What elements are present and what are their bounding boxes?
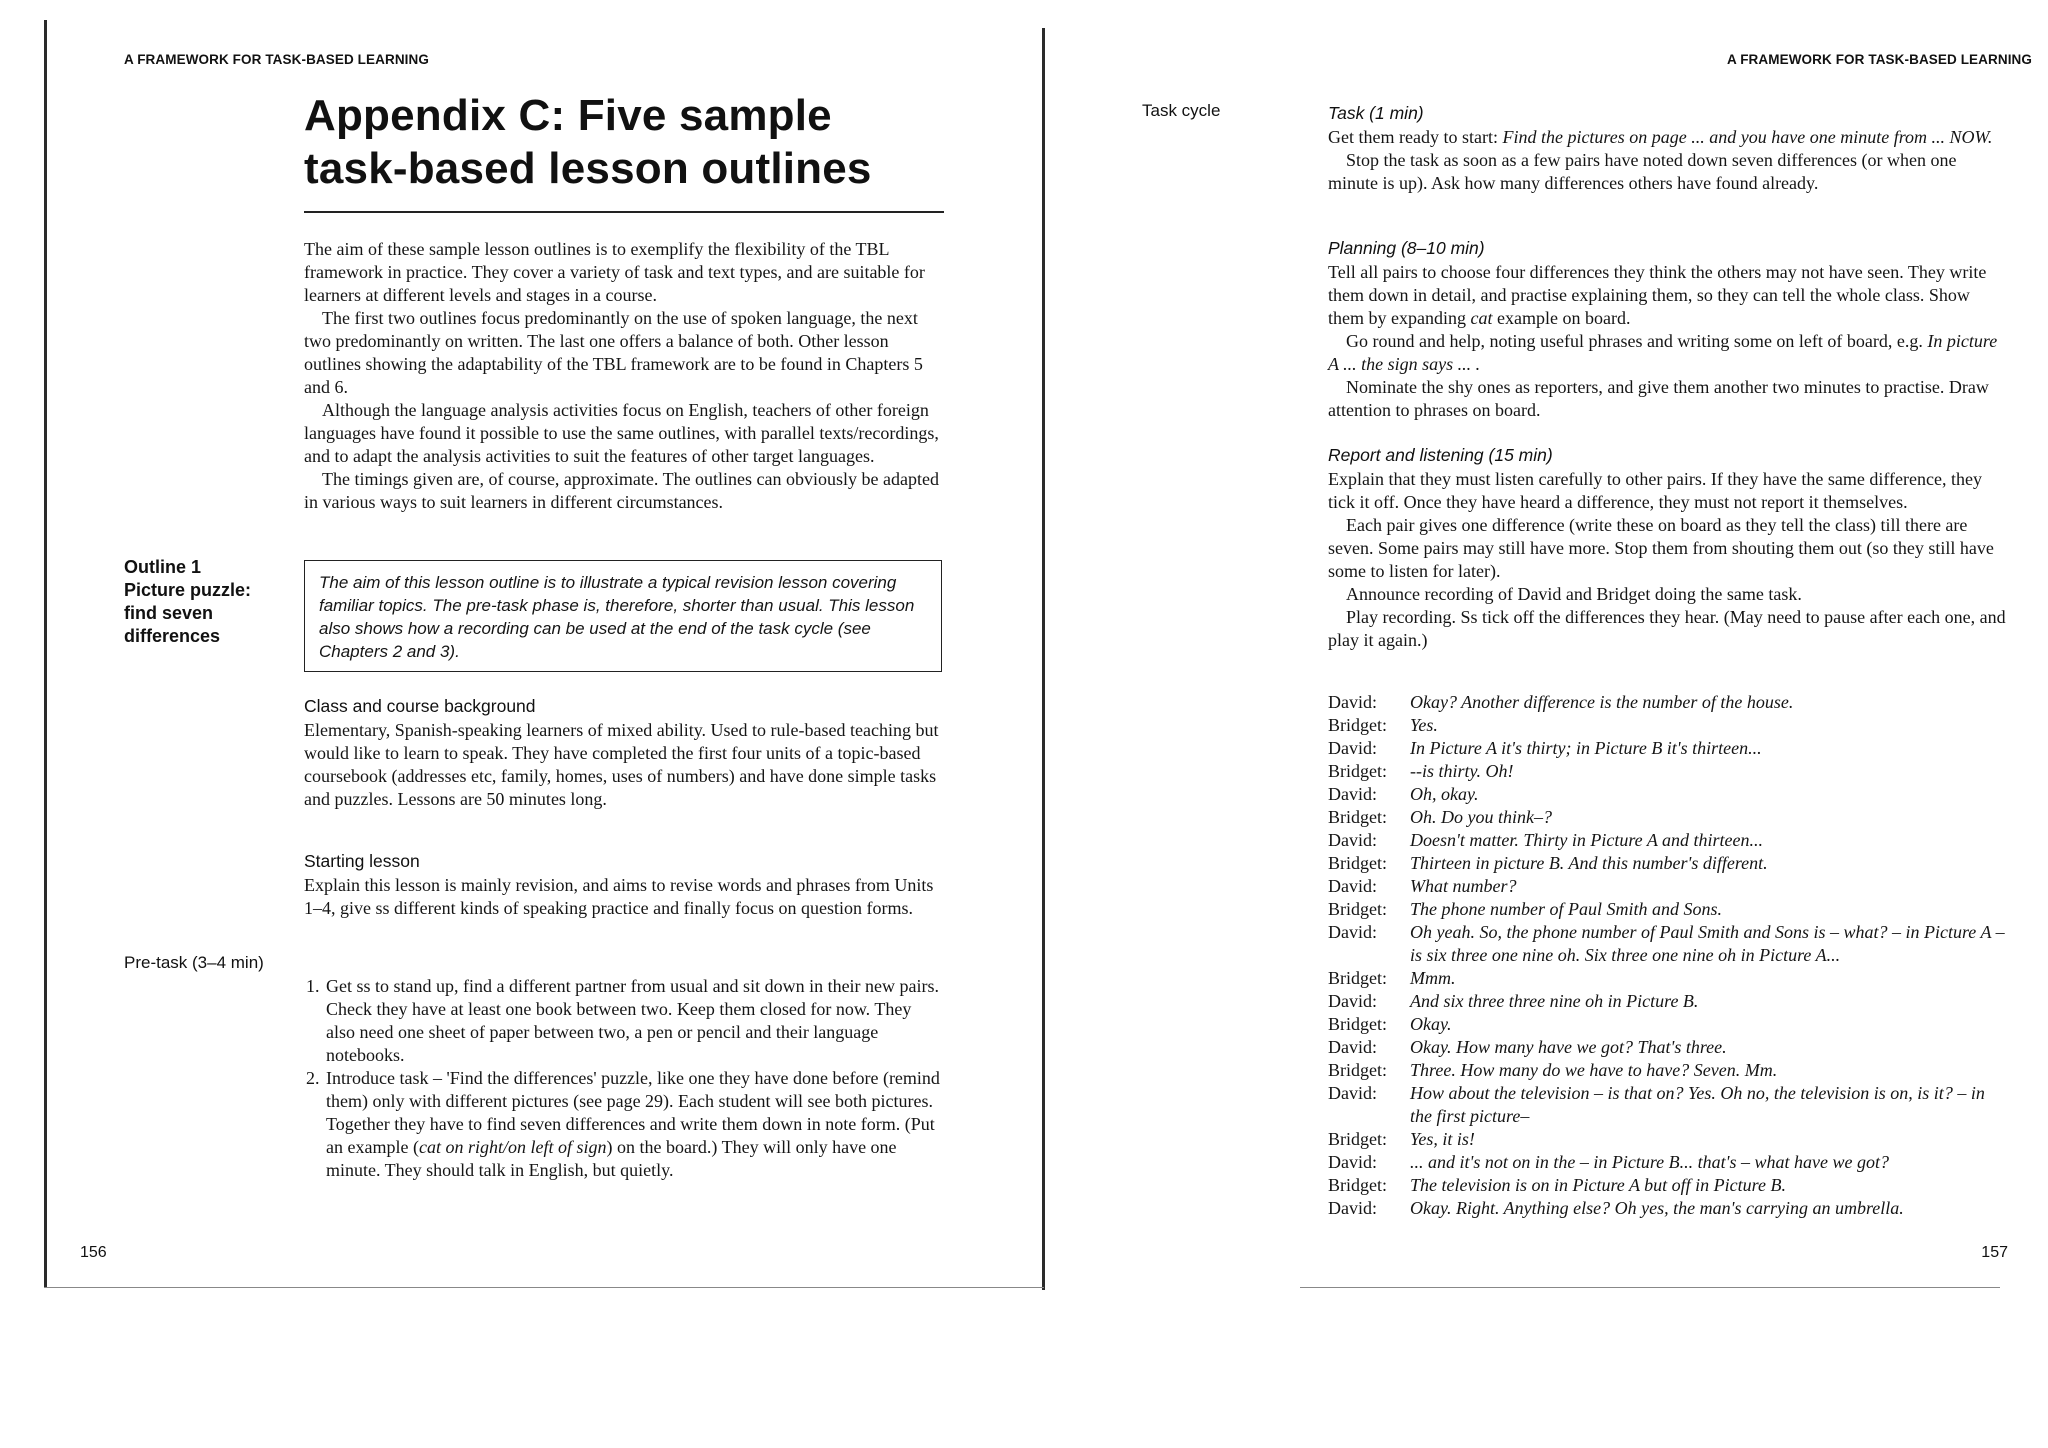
paragraph: Each pair gives one difference (write these on board as they tell the class) till there are seven. Some pairs may still have more. Stop them from shouting them out (so they still have some to listen for later). <box>1328 515 1994 581</box>
pretask-label: Pre-task (3–4 min) <box>124 953 264 972</box>
paragraph: Although the language analysis activities focus on English, teachers of other foreign languages have found it possible to use the same outlines, with parallel texts/recordings, and to adapt the analysis activities to suit the features of other target languages. <box>304 400 939 466</box>
dialogue-line <box>1328 829 2010 852</box>
speaker-line: Oh yeah. So, the phone number of Paul Smith and Sons is – what? – in Picture A – is six three one nine oh. Six three one nine oh in Picture A... <box>1410 922 2005 965</box>
dialogue-line <box>1328 852 2010 875</box>
intro-text <box>304 238 944 514</box>
section-heading: Planning (8–10 min) <box>1328 238 1485 258</box>
section-heading: Report and listening (15 min) <box>1328 445 1553 465</box>
speaker-name: David: <box>1328 784 1377 804</box>
report-section <box>1328 443 2010 652</box>
running-head: A FRAMEWORK FOR TASK-BASED LEARNING <box>124 52 429 67</box>
planning-section <box>1328 236 2010 422</box>
speaker-name: David: <box>1328 1037 1377 1057</box>
dialogue-line <box>1328 1151 2010 1174</box>
speaker-line: ... and it's not on in the – in Picture B... that's – what have we got? <box>1410 1152 1889 1172</box>
paragraph: The aim of these sample lesson outlines is to exemplify the flexibility of the TBL framework in practice. They cover a variety of task and text types, and are suitable for learners at different levels and stages in a course. <box>304 239 925 305</box>
speaker-line: Doesn't matter. Thirty in Picture A and thirteen... <box>1410 830 1763 850</box>
task-cycle-label: Task cycle <box>1142 101 1221 120</box>
dialogue-line <box>1328 1197 2010 1220</box>
speaker-line: Oh. Do you think–? <box>1410 807 1552 827</box>
paragraph: Go round and help, noting useful phrases and writing some on left of board, e.g. In picture A ... the sign says ... . <box>1328 331 1998 374</box>
speaker-name: Bridget: <box>1328 853 1387 873</box>
speaker-line: Yes. <box>1410 715 1438 735</box>
task-section <box>1328 101 2010 195</box>
speaker-line: Okay. How many have we got? That's three. <box>1410 1037 1727 1057</box>
speaker-line: --is thirty. Oh! <box>1410 761 1514 781</box>
speaker-name: Bridget: <box>1328 807 1387 827</box>
paragraph: Elementary, Spanish-speaking learners of mixed ability. Used to rule-based teaching but would like to learn to speak. They have completed the first four units of a topic-based coursebook (addresses etc, family, homes, uses of numbers) and have done simple tasks and puzzles. Lessons are 50 minutes long. <box>304 720 939 809</box>
dialogue-transcript <box>1328 691 2010 1220</box>
speaker-name: Bridget: <box>1328 1129 1387 1149</box>
speaker-line: The phone number of Paul Smith and Sons. <box>1410 899 1722 919</box>
dialogue-line <box>1328 1128 2010 1151</box>
speaker-name: David: <box>1328 922 1377 942</box>
paragraph: The first two outlines focus predominantly on the use of spoken language, the next two predominantly on written. The last one offers a balance of both. Other lesson outlines showing the adaptability of the TBL framework are to be found in Chapters 5 and 6. <box>304 308 923 397</box>
dialogue-line <box>1328 875 2010 898</box>
speaker-line: How about the television – is that on? Yes. Oh no, the television is on, is it? – in the first picture– <box>1410 1083 1985 1126</box>
speaker-line: The television is on in Picture A but off in Picture B. <box>1410 1175 1786 1195</box>
dialogue-line <box>1328 714 2010 737</box>
speaker-line: Mmm. <box>1410 968 1456 988</box>
list-item: 1. Get ss to stand up, find a different partner from usual and sit down in their new pairs. Check they have at least one book between two. Keep them closed for now. They also need one sheet of paper between two, a pen or pencil and their language notebooks. <box>324 975 944 1067</box>
title-line: Appendix C: Five sample <box>304 91 832 140</box>
title-rule <box>304 211 944 213</box>
paragraph: Get them ready to start: Find the pictures on page ... and you have one minute from ... NOW. <box>1328 127 1993 147</box>
dialogue-line <box>1328 806 2010 829</box>
speaker-name: David: <box>1328 830 1377 850</box>
paragraph: Play recording. Ss tick off the differences they hear. (May need to pause after each one, and play it again.) <box>1328 607 2006 650</box>
speaker-name: David: <box>1328 1083 1377 1103</box>
speaker-name: David: <box>1328 738 1377 758</box>
dialogue-line <box>1328 1174 2010 1197</box>
speaker-line: Okay. <box>1410 1014 1452 1034</box>
pretask-steps <box>304 975 944 1182</box>
outline-heading: Outline 1 Picture puzzle: find seven differences <box>124 557 252 646</box>
dialogue-line <box>1328 737 2010 760</box>
aim-box: The aim of this lesson outline is to illustrate a typical revision lesson covering familiar topics. The pre-task phase is, therefore, shorter than usual. This lesson also shows how a recording can be used at the end of the task cycle (see Chapters 2 and 3). <box>304 560 942 672</box>
speaker-name: Bridget: <box>1328 968 1387 988</box>
speaker-name: David: <box>1328 876 1377 896</box>
dialogue-line <box>1328 967 2010 990</box>
section-heading: Class and course background <box>304 696 536 716</box>
paragraph: Explain this lesson is mainly revision, and aims to revise words and phrases from Units 1–4, give ss different kinds of speaking practice and finally focus on question forms. <box>304 875 934 918</box>
dialogue-line <box>1328 783 2010 806</box>
running-head: A FRAMEWORK FOR TASK-BASED LEARNING <box>1727 52 2032 67</box>
dialogue-line <box>1328 760 2010 783</box>
starting-lesson-section <box>304 849 944 920</box>
speaker-name: Bridget: <box>1328 899 1387 919</box>
paragraph: Stop the task as soon as a few pairs have noted down seven differences (or when one minute is up). Ask how many differences others have found already. <box>1328 150 1957 193</box>
paragraph: Tell all pairs to choose four differences they think the others may not have seen. They write them down in detail, and practise explaining them, so they can tell the whole class. Show them by expanding cat example on board. <box>1328 262 1987 328</box>
speaker-name: Bridget: <box>1328 1014 1387 1034</box>
dialogue-line <box>1328 898 2010 921</box>
speaker-line: And six three three nine oh in Picture B. <box>1410 991 1699 1011</box>
right-page <box>1048 0 2048 1448</box>
dialogue-line <box>1328 921 2010 967</box>
speaker-name: David: <box>1328 692 1377 712</box>
paragraph: The timings given are, of course, approximate. The outlines can obviously be adapted in various ways to suit learners in different circumstances. <box>304 469 939 512</box>
page-number: 156 <box>80 1244 107 1261</box>
speaker-line: Oh, okay. <box>1410 784 1479 804</box>
speaker-name: David: <box>1328 1198 1377 1218</box>
speaker-name: David: <box>1328 991 1377 1011</box>
section-heading: Starting lesson <box>304 851 420 871</box>
dialogue-line <box>1328 990 2010 1013</box>
speaker-line: Thirteen in picture B. And this number's different. <box>1410 853 1768 873</box>
speaker-line: In Picture A it's thirty; in Picture B it's thirteen... <box>1410 738 1762 758</box>
dialogue-line <box>1328 1059 2010 1082</box>
speaker-name: David: <box>1328 1152 1377 1172</box>
speaker-line: Okay? Another difference is the number of the house. <box>1410 692 1794 712</box>
list-item: 2. Introduce task – 'Find the differences' puzzle, like one they have done before (remind them) only with different pictures (see page 29). Each student will see both pictures. Together they have to find seven differences and write them down in note form. (Put an example (cat on right/on left of sign) on the board.) They will only have one minute. They should talk in English, but quietly. <box>324 1067 944 1182</box>
paragraph: Explain that they must listen carefully to other pairs. If they have the same difference, they tick it off. Once they have heard a difference, they must not report it themselves. <box>1328 469 1982 512</box>
speaker-name: Bridget: <box>1328 715 1387 735</box>
section-heading: Task (1 min) <box>1328 103 1424 123</box>
speaker-line: Yes, it is! <box>1410 1129 1475 1149</box>
speaker-name: Bridget: <box>1328 1175 1387 1195</box>
page-title <box>304 90 944 196</box>
dialogue-line <box>1328 1082 2010 1128</box>
paragraph: Nominate the shy ones as reporters, and give them another two minutes to practise. Draw attention to phrases on board. <box>1328 377 1989 420</box>
speaker-line: Okay. Right. Anything else? Oh yes, the man's carrying an umbrella. <box>1410 1198 1904 1218</box>
speaker-name: Bridget: <box>1328 761 1387 781</box>
class-background-section <box>304 694 944 811</box>
dialogue-line <box>1328 1036 2010 1059</box>
title-line: task-based lesson outlines <box>304 143 872 193</box>
dialogue-line <box>1328 1013 2010 1036</box>
speaker-line: Three. How many do we have to have? Seven. Mm. <box>1410 1060 1778 1080</box>
page-number: 157 <box>1981 1244 2008 1261</box>
speaker-name: Bridget: <box>1328 1060 1387 1080</box>
speaker-line: What number? <box>1410 876 1517 896</box>
dialogue-line <box>1328 691 2010 714</box>
paragraph: Announce recording of David and Bridget doing the same task. <box>1346 584 1802 604</box>
